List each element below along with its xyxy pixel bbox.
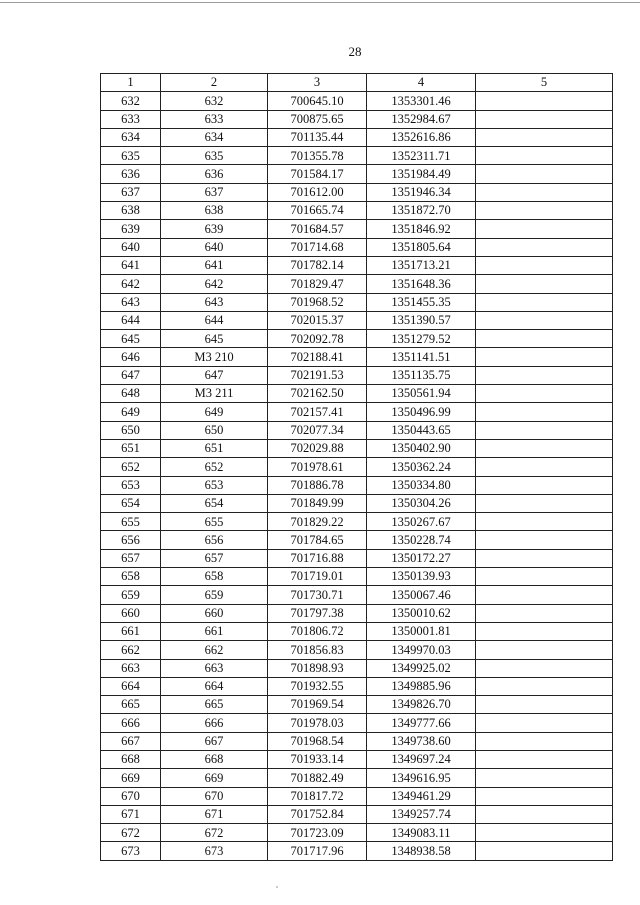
point-number-cell: 658 bbox=[101, 568, 161, 586]
station-cell: 663 bbox=[161, 659, 268, 677]
table-row bbox=[101, 421, 613, 439]
notes-cell bbox=[476, 805, 613, 823]
table-row bbox=[101, 842, 613, 860]
point-number-cell: 644 bbox=[101, 311, 161, 329]
notes-cell bbox=[476, 421, 613, 439]
point-number-cell: 659 bbox=[101, 586, 161, 604]
table-row bbox=[101, 641, 613, 659]
y-coordinate-cell: 1351455.35 bbox=[367, 293, 476, 311]
notes-cell bbox=[476, 732, 613, 750]
point-number-cell: 648 bbox=[101, 385, 161, 403]
station-cell: 660 bbox=[161, 604, 268, 622]
x-coordinate-cell: 701978.03 bbox=[268, 714, 367, 732]
table-row bbox=[101, 750, 613, 768]
table-row bbox=[101, 202, 613, 220]
point-number-cell: 660 bbox=[101, 604, 161, 622]
header-cell-col4: 4 bbox=[367, 74, 476, 92]
station-cell: 661 bbox=[161, 622, 268, 640]
notes-cell bbox=[476, 750, 613, 768]
x-coordinate-cell: 702162.50 bbox=[268, 385, 367, 403]
y-coordinate-cell: 1349885.96 bbox=[367, 677, 476, 695]
x-coordinate-cell: 701752.84 bbox=[268, 805, 367, 823]
notes-cell bbox=[476, 366, 613, 384]
table-row bbox=[101, 568, 613, 586]
x-coordinate-cell: 701829.47 bbox=[268, 275, 367, 293]
station-cell: 642 bbox=[161, 275, 268, 293]
x-coordinate-cell: 702157.41 bbox=[268, 403, 367, 421]
notes-cell bbox=[476, 824, 613, 842]
y-coordinate-cell: 1350139.93 bbox=[367, 568, 476, 586]
x-coordinate-cell: 701684.57 bbox=[268, 220, 367, 238]
station-cell: 652 bbox=[161, 458, 268, 476]
table-row bbox=[101, 165, 613, 183]
station-cell: 659 bbox=[161, 586, 268, 604]
y-coordinate-cell: 1348938.58 bbox=[367, 842, 476, 860]
point-number-cell: 654 bbox=[101, 494, 161, 512]
x-coordinate-cell: 701782.14 bbox=[268, 256, 367, 274]
y-coordinate-cell: 1349616.95 bbox=[367, 769, 476, 787]
x-coordinate-cell: 701829.22 bbox=[268, 513, 367, 531]
x-coordinate-cell: 701898.93 bbox=[268, 659, 367, 677]
x-coordinate-cell: 701665.74 bbox=[268, 202, 367, 220]
x-coordinate-cell: 701784.65 bbox=[268, 531, 367, 549]
station-cell: 637 bbox=[161, 183, 268, 201]
station-cell: 666 bbox=[161, 714, 268, 732]
x-coordinate-cell: 702015.37 bbox=[268, 311, 367, 329]
x-coordinate-cell: 701969.54 bbox=[268, 696, 367, 714]
point-number-cell: 635 bbox=[101, 147, 161, 165]
point-number-cell: 665 bbox=[101, 696, 161, 714]
y-coordinate-cell: 1350067.46 bbox=[367, 586, 476, 604]
point-number-cell: 670 bbox=[101, 787, 161, 805]
notes-cell bbox=[476, 696, 613, 714]
station-cell: 668 bbox=[161, 750, 268, 768]
notes-cell bbox=[476, 549, 613, 567]
point-number-cell: 638 bbox=[101, 202, 161, 220]
y-coordinate-cell: 1352616.86 bbox=[367, 128, 476, 146]
table-row bbox=[101, 769, 613, 787]
coordinate-table bbox=[100, 73, 613, 861]
x-coordinate-cell: 702092.78 bbox=[268, 330, 367, 348]
y-coordinate-cell: 1350304.26 bbox=[367, 494, 476, 512]
point-number-cell: 647 bbox=[101, 366, 161, 384]
station-cell: 658 bbox=[161, 568, 268, 586]
y-coordinate-cell: 1350267.67 bbox=[367, 513, 476, 531]
notes-cell bbox=[476, 513, 613, 531]
point-number-cell: 632 bbox=[101, 92, 161, 110]
point-number-cell: 649 bbox=[101, 403, 161, 421]
station-cell: 671 bbox=[161, 805, 268, 823]
station-cell: 665 bbox=[161, 696, 268, 714]
header-row bbox=[101, 74, 613, 92]
x-coordinate-cell: 702077.34 bbox=[268, 421, 367, 439]
table-row bbox=[101, 275, 613, 293]
y-coordinate-cell: 1349697.24 bbox=[367, 750, 476, 768]
point-number-cell: 639 bbox=[101, 220, 161, 238]
header-cell-col2: 2 bbox=[161, 74, 268, 92]
point-number-cell: 664 bbox=[101, 677, 161, 695]
point-number-cell: 668 bbox=[101, 750, 161, 768]
y-coordinate-cell: 1351713.21 bbox=[367, 256, 476, 274]
table-row bbox=[101, 385, 613, 403]
notes-cell bbox=[476, 275, 613, 293]
station-cell: 638 bbox=[161, 202, 268, 220]
y-coordinate-cell: 1349461.29 bbox=[367, 787, 476, 805]
station-cell: 640 bbox=[161, 238, 268, 256]
table-row bbox=[101, 805, 613, 823]
notes-cell bbox=[476, 714, 613, 732]
y-coordinate-cell: 1351872.70 bbox=[367, 202, 476, 220]
y-coordinate-cell: 1351648.36 bbox=[367, 275, 476, 293]
table-row bbox=[101, 311, 613, 329]
table-row bbox=[101, 677, 613, 695]
table-row bbox=[101, 604, 613, 622]
y-coordinate-cell: 1351141.51 bbox=[367, 348, 476, 366]
y-coordinate-cell: 1351135.75 bbox=[367, 366, 476, 384]
point-number-cell: 651 bbox=[101, 439, 161, 457]
y-coordinate-cell: 1351805.64 bbox=[367, 238, 476, 256]
notes-cell bbox=[476, 147, 613, 165]
notes-cell bbox=[476, 128, 613, 146]
y-coordinate-cell: 1352984.67 bbox=[367, 110, 476, 128]
x-coordinate-cell: 701932.55 bbox=[268, 677, 367, 695]
scan-speck bbox=[276, 886, 278, 888]
top-rule bbox=[0, 2, 640, 3]
station-cell: 670 bbox=[161, 787, 268, 805]
notes-cell bbox=[476, 293, 613, 311]
station-cell: 657 bbox=[161, 549, 268, 567]
point-number-cell: 640 bbox=[101, 238, 161, 256]
point-number-cell: 633 bbox=[101, 110, 161, 128]
notes-cell bbox=[476, 202, 613, 220]
notes-cell bbox=[476, 659, 613, 677]
table-row bbox=[101, 787, 613, 805]
x-coordinate-cell: 701968.54 bbox=[268, 732, 367, 750]
point-number-cell: 667 bbox=[101, 732, 161, 750]
header-cell-col5: 5 bbox=[476, 74, 613, 92]
notes-cell bbox=[476, 183, 613, 201]
station-cell: 653 bbox=[161, 476, 268, 494]
y-coordinate-cell: 1353301.46 bbox=[367, 92, 476, 110]
table-row bbox=[101, 494, 613, 512]
table-row bbox=[101, 714, 613, 732]
notes-cell bbox=[476, 238, 613, 256]
station-cell: 673 bbox=[161, 842, 268, 860]
y-coordinate-cell: 1349083.11 bbox=[367, 824, 476, 842]
station-cell: 632 bbox=[161, 92, 268, 110]
y-coordinate-cell: 1350402.90 bbox=[367, 439, 476, 457]
point-number-cell: 636 bbox=[101, 165, 161, 183]
header-cell-col3: 3 bbox=[268, 74, 367, 92]
station-cell: 656 bbox=[161, 531, 268, 549]
y-coordinate-cell: 1349970.03 bbox=[367, 641, 476, 659]
y-coordinate-cell: 1350172.27 bbox=[367, 549, 476, 567]
table-row bbox=[101, 403, 613, 421]
station-cell: 664 bbox=[161, 677, 268, 695]
point-number-cell: 657 bbox=[101, 549, 161, 567]
table-row bbox=[101, 348, 613, 366]
table-row bbox=[101, 586, 613, 604]
notes-cell bbox=[476, 787, 613, 805]
y-coordinate-cell: 1351984.49 bbox=[367, 165, 476, 183]
point-number-cell: 646 bbox=[101, 348, 161, 366]
x-coordinate-cell: 702191.53 bbox=[268, 366, 367, 384]
point-number-cell: 663 bbox=[101, 659, 161, 677]
station-cell: 639 bbox=[161, 220, 268, 238]
notes-cell bbox=[476, 586, 613, 604]
y-coordinate-cell: 1349826.70 bbox=[367, 696, 476, 714]
y-coordinate-cell: 1350496.99 bbox=[367, 403, 476, 421]
notes-cell bbox=[476, 165, 613, 183]
table-row bbox=[101, 256, 613, 274]
station-cell: М3 210 bbox=[161, 348, 268, 366]
table-row bbox=[101, 732, 613, 750]
station-cell: 667 bbox=[161, 732, 268, 750]
table-row bbox=[101, 147, 613, 165]
x-coordinate-cell: 700875.65 bbox=[268, 110, 367, 128]
point-number-cell: 641 bbox=[101, 256, 161, 274]
station-cell: 669 bbox=[161, 769, 268, 787]
table-row bbox=[101, 458, 613, 476]
point-number-cell: 672 bbox=[101, 824, 161, 842]
x-coordinate-cell: 701355.78 bbox=[268, 147, 367, 165]
notes-cell bbox=[476, 677, 613, 695]
point-number-cell: 637 bbox=[101, 183, 161, 201]
table-row bbox=[101, 549, 613, 567]
station-cell: 635 bbox=[161, 147, 268, 165]
notes-cell bbox=[476, 403, 613, 421]
notes-cell bbox=[476, 348, 613, 366]
y-coordinate-cell: 1349738.60 bbox=[367, 732, 476, 750]
point-number-cell: 655 bbox=[101, 513, 161, 531]
y-coordinate-cell: 1351846.92 bbox=[367, 220, 476, 238]
x-coordinate-cell: 701717.96 bbox=[268, 842, 367, 860]
station-cell: 636 bbox=[161, 165, 268, 183]
y-coordinate-cell: 1350362.24 bbox=[367, 458, 476, 476]
notes-cell bbox=[476, 439, 613, 457]
notes-cell bbox=[476, 110, 613, 128]
y-coordinate-cell: 1350334.80 bbox=[367, 476, 476, 494]
table-row bbox=[101, 824, 613, 842]
station-cell: 647 bbox=[161, 366, 268, 384]
notes-cell bbox=[476, 769, 613, 787]
notes-cell bbox=[476, 568, 613, 586]
point-number-cell: 673 bbox=[101, 842, 161, 860]
station-cell: 634 bbox=[161, 128, 268, 146]
table-row bbox=[101, 238, 613, 256]
y-coordinate-cell: 1351946.34 bbox=[367, 183, 476, 201]
x-coordinate-cell: 701806.72 bbox=[268, 622, 367, 640]
y-coordinate-cell: 1349777.66 bbox=[367, 714, 476, 732]
table-row bbox=[101, 439, 613, 457]
x-coordinate-cell: 701723.09 bbox=[268, 824, 367, 842]
point-number-cell: 642 bbox=[101, 275, 161, 293]
notes-cell bbox=[476, 385, 613, 403]
table-row bbox=[101, 531, 613, 549]
table-row bbox=[101, 92, 613, 110]
table-row bbox=[101, 622, 613, 640]
x-coordinate-cell: 701978.61 bbox=[268, 458, 367, 476]
table-row bbox=[101, 476, 613, 494]
notes-cell bbox=[476, 92, 613, 110]
table-row bbox=[101, 659, 613, 677]
notes-cell bbox=[476, 476, 613, 494]
page-number: 28 bbox=[348, 44, 362, 59]
y-coordinate-cell: 1350228.74 bbox=[367, 531, 476, 549]
notes-cell bbox=[476, 531, 613, 549]
x-coordinate-cell: 700645.10 bbox=[268, 92, 367, 110]
point-number-cell: 634 bbox=[101, 128, 161, 146]
table-row bbox=[101, 513, 613, 531]
x-coordinate-cell: 701849.99 bbox=[268, 494, 367, 512]
x-coordinate-cell: 701612.00 bbox=[268, 183, 367, 201]
header-cell-col1: 1 bbox=[101, 74, 161, 92]
x-coordinate-cell: 701933.14 bbox=[268, 750, 367, 768]
table-row bbox=[101, 128, 613, 146]
table-row bbox=[101, 183, 613, 201]
station-cell: 651 bbox=[161, 439, 268, 457]
table-row bbox=[101, 110, 613, 128]
x-coordinate-cell: 701968.52 bbox=[268, 293, 367, 311]
y-coordinate-cell: 1350001.81 bbox=[367, 622, 476, 640]
table-row bbox=[101, 293, 613, 311]
point-number-cell: 656 bbox=[101, 531, 161, 549]
y-coordinate-cell: 1349925.02 bbox=[367, 659, 476, 677]
point-number-cell: 662 bbox=[101, 641, 161, 659]
table-row bbox=[101, 220, 613, 238]
notes-cell bbox=[476, 330, 613, 348]
point-number-cell: 652 bbox=[101, 458, 161, 476]
x-coordinate-cell: 701716.88 bbox=[268, 549, 367, 567]
notes-cell bbox=[476, 842, 613, 860]
point-number-cell: 643 bbox=[101, 293, 161, 311]
notes-cell bbox=[476, 641, 613, 659]
point-number-cell: 645 bbox=[101, 330, 161, 348]
table-body bbox=[101, 74, 613, 861]
notes-cell bbox=[476, 458, 613, 476]
y-coordinate-cell: 1349257.74 bbox=[367, 805, 476, 823]
station-cell: 645 bbox=[161, 330, 268, 348]
station-cell: 633 bbox=[161, 110, 268, 128]
station-cell: 649 bbox=[161, 403, 268, 421]
station-cell: М3 211 bbox=[161, 385, 268, 403]
y-coordinate-cell: 1350010.62 bbox=[367, 604, 476, 622]
x-coordinate-cell: 701719.01 bbox=[268, 568, 367, 586]
notes-cell bbox=[476, 256, 613, 274]
station-cell: 641 bbox=[161, 256, 268, 274]
table-row bbox=[101, 366, 613, 384]
notes-cell bbox=[476, 604, 613, 622]
station-cell: 643 bbox=[161, 293, 268, 311]
point-number-cell: 669 bbox=[101, 769, 161, 787]
table-row bbox=[101, 330, 613, 348]
x-coordinate-cell: 701730.71 bbox=[268, 586, 367, 604]
y-coordinate-cell: 1350561.94 bbox=[367, 385, 476, 403]
y-coordinate-cell: 1352311.71 bbox=[367, 147, 476, 165]
point-number-cell: 666 bbox=[101, 714, 161, 732]
x-coordinate-cell: 702188.41 bbox=[268, 348, 367, 366]
x-coordinate-cell: 701886.78 bbox=[268, 476, 367, 494]
x-coordinate-cell: 702029.88 bbox=[268, 439, 367, 457]
point-number-cell: 650 bbox=[101, 421, 161, 439]
station-cell: 662 bbox=[161, 641, 268, 659]
notes-cell bbox=[476, 622, 613, 640]
point-number-cell: 671 bbox=[101, 805, 161, 823]
y-coordinate-cell: 1350443.65 bbox=[367, 421, 476, 439]
station-cell: 655 bbox=[161, 513, 268, 531]
x-coordinate-cell: 701135.44 bbox=[268, 128, 367, 146]
x-coordinate-cell: 701882.49 bbox=[268, 769, 367, 787]
station-cell: 654 bbox=[161, 494, 268, 512]
station-cell: 672 bbox=[161, 824, 268, 842]
station-cell: 644 bbox=[161, 311, 268, 329]
x-coordinate-cell: 701817.72 bbox=[268, 787, 367, 805]
y-coordinate-cell: 1351390.57 bbox=[367, 311, 476, 329]
station-cell: 650 bbox=[161, 421, 268, 439]
table-row bbox=[101, 696, 613, 714]
x-coordinate-cell: 701584.17 bbox=[268, 165, 367, 183]
x-coordinate-cell: 701797.38 bbox=[268, 604, 367, 622]
point-number-cell: 653 bbox=[101, 476, 161, 494]
notes-cell bbox=[476, 494, 613, 512]
x-coordinate-cell: 701714.68 bbox=[268, 238, 367, 256]
point-number-cell: 661 bbox=[101, 622, 161, 640]
y-coordinate-cell: 1351279.52 bbox=[367, 330, 476, 348]
notes-cell bbox=[476, 311, 613, 329]
x-coordinate-cell: 701856.83 bbox=[268, 641, 367, 659]
notes-cell bbox=[476, 220, 613, 238]
